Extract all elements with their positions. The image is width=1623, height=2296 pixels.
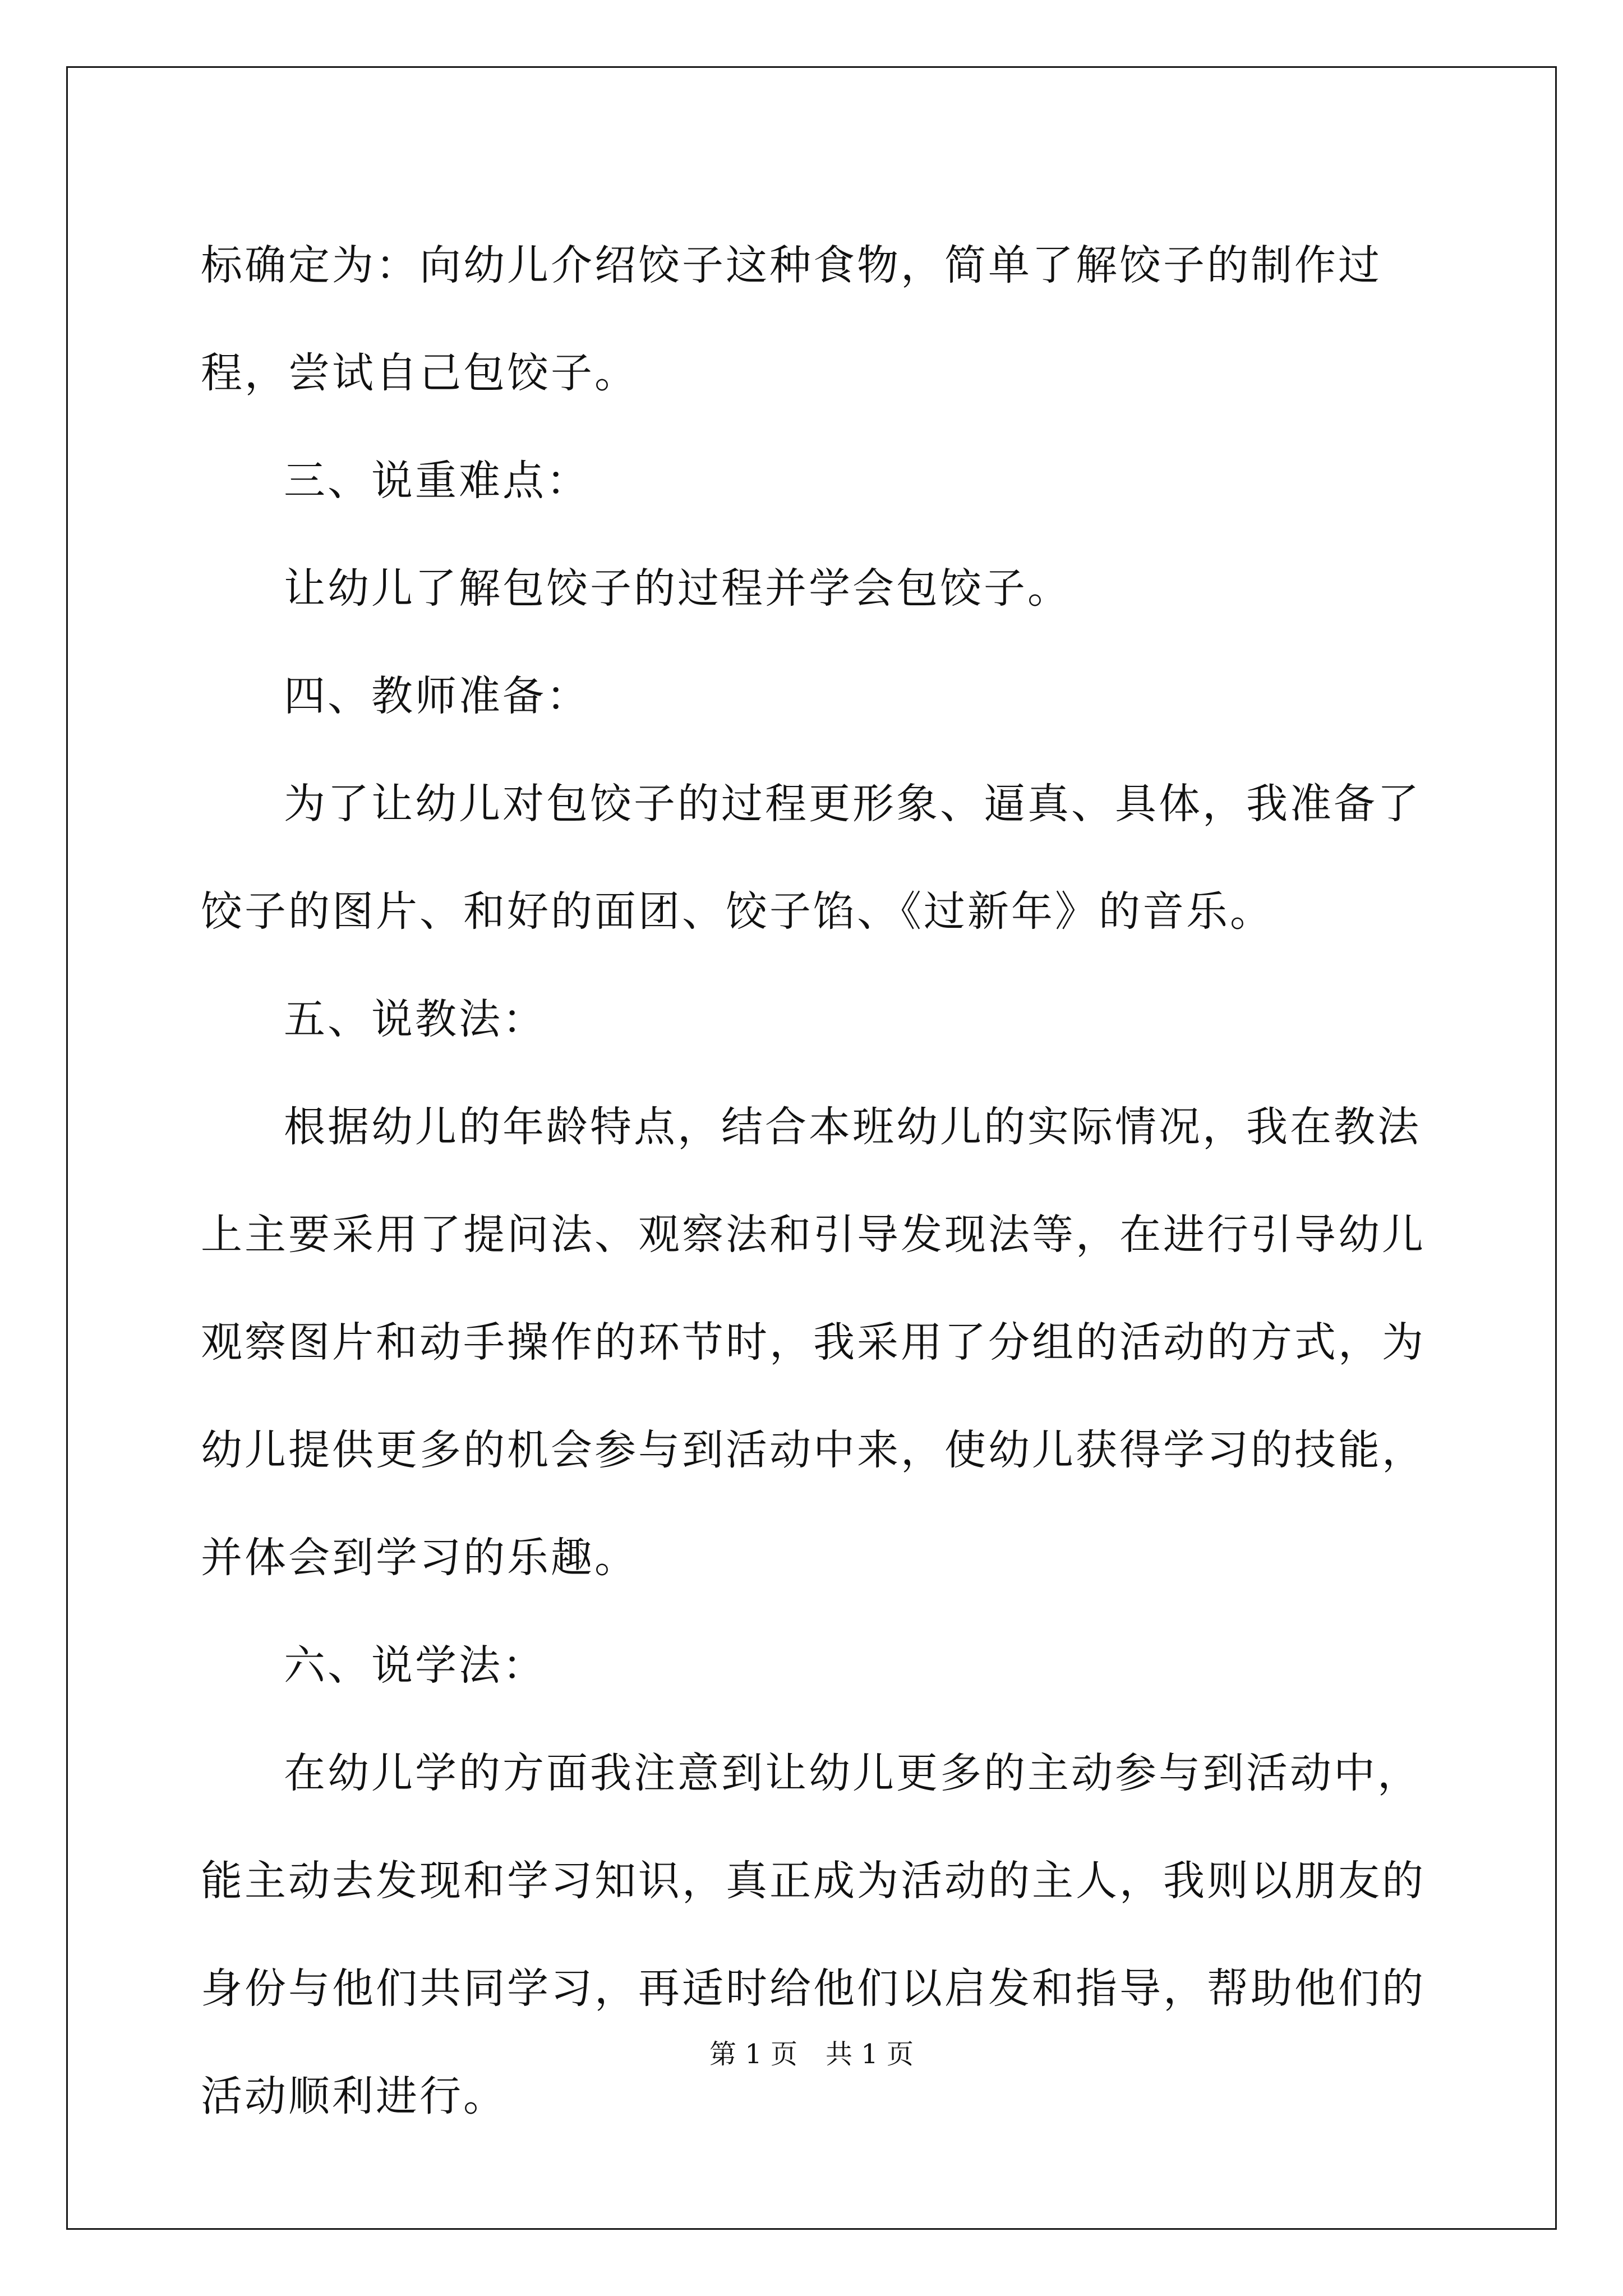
paragraph-teaching-method: 根据幼儿的年龄特点，结合本班幼儿的实际情况，我在教法上主要采用了提问法、观察法和引导发现法等，在进行引导幼儿观察图片和动手操作的环节时，我采用了分组的活动的方式，为幼儿提供更多的机会参与到活动中来，使幼儿获得学习的技能，并体会到学习的乐趣。 xyxy=(201,1103,1426,1582)
heading-teaching-method: 五、说教法： xyxy=(284,995,546,1043)
paragraph-key-points: 让幼儿了解包饺子的过程并学会包饺子。 xyxy=(284,564,1071,613)
paragraph-continuation: 标确定为：向幼儿介绍饺子这种食物，简单了解饺子的制作过程，尝试自己包饺子。 xyxy=(201,241,1382,397)
paragraph-learning-method: 在幼儿学的方面我注意到让幼儿更多的主动参与到活动中，能主动去发现和学习知识，真正成为活动的主人，我则以朋友的身份与他们共同学习，再适时给他们以启发和指导，帮助他们的活动顺利进行。 xyxy=(201,1749,1426,2120)
heading-learning-method: 六、说学法： xyxy=(284,1641,546,1690)
document-body xyxy=(201,211,1433,2150)
heading-teacher-preparation: 四、教师准备： xyxy=(284,672,590,720)
page-total: 共 1 页 xyxy=(826,2039,914,2070)
heading-key-points: 三、说重难点： xyxy=(284,457,590,505)
paragraph-teacher-preparation: 为了让幼儿对包饺子的过程更形象、逼真、具体，我准备了饺子的图片、和好的面团、饺子馅、《过新年》的音乐。 xyxy=(201,780,1421,936)
page-footer xyxy=(0,2037,1623,2071)
page-number: 第 1 页 xyxy=(709,2039,797,2070)
